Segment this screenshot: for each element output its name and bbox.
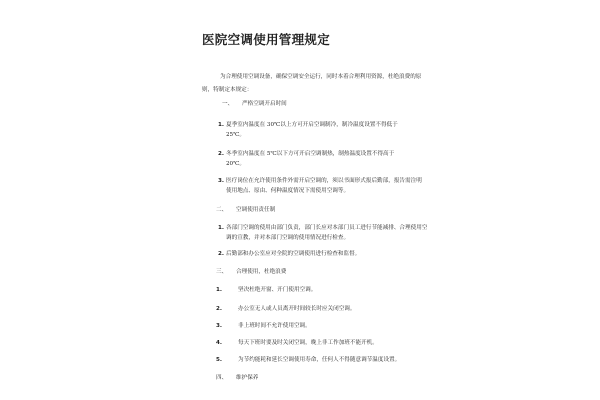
list-item xyxy=(216,286,436,296)
section-title: 合理使用，杜绝浪费 xyxy=(236,269,287,275)
list-item xyxy=(218,250,438,260)
item-number: 5. xyxy=(216,357,223,363)
section-heading-1 xyxy=(222,100,287,108)
item-number: 3. xyxy=(218,178,225,184)
list-item xyxy=(218,121,413,140)
list-item xyxy=(218,224,428,243)
item-text: 夏季室内温度在 30℃以上方可开启空调制冷，制冷温度设置不得低于 25℃。 xyxy=(226,122,398,138)
document-title: 医院空调使用管理规定 xyxy=(202,32,331,47)
list-item xyxy=(216,356,446,366)
item-text: 坚决杜绝开窗、开门使用空调。 xyxy=(238,287,317,293)
intro-paragraph: 为合理使用空调设备，确保空调安全运行，同时本着合理利用资源，杜绝浪费的原则，特制定本规定： xyxy=(202,74,422,93)
section-number: 二、 xyxy=(216,207,228,213)
section-heading-3 xyxy=(216,268,286,276)
section-heading-4 xyxy=(216,374,258,382)
item-text: 非上班时间不允许使用空调。 xyxy=(238,323,311,329)
list-item xyxy=(218,150,413,169)
item-text: 各部门空调的使用由部门负责，部门长应对本部门员工进行节能减排、合理使用空调的宣教，并对本部门空调的使用情况进行检查。 xyxy=(226,225,428,241)
section-title: 空调使用责任制 xyxy=(236,207,276,213)
section-title: 维护保养 xyxy=(236,375,259,381)
item-number: 1. xyxy=(216,287,223,293)
section-number: 四、 xyxy=(216,375,228,381)
item-number: 1. xyxy=(218,225,225,231)
item-text: 每天下班时要及时关闭空调，晚上非工作加班不能开机。 xyxy=(238,340,378,346)
item-number: 1. xyxy=(218,122,225,128)
list-item xyxy=(218,177,423,196)
item-text: 冬季室内温度在 5℃以下方可开启空调制热，制热温度设置不得高于 20℃。 xyxy=(226,151,395,167)
list-item xyxy=(216,339,436,349)
item-text: 后勤部和办公室应对全院的空调使用进行检查和监督。 xyxy=(226,251,361,257)
list-item xyxy=(216,305,436,315)
item-number: 3. xyxy=(216,323,223,329)
section-title: 严格空调开启时间 xyxy=(242,101,287,107)
item-text: 办公室无人或人员离开时间较长时应关闭空调。 xyxy=(238,306,356,312)
item-number: 4. xyxy=(216,340,223,346)
item-number: 2. xyxy=(218,251,225,257)
list-item xyxy=(216,322,436,332)
section-number: 一、 xyxy=(222,101,234,107)
item-text: 为节约能耗和延长空调使用寿命，任何人不得随意调节温度设置。 xyxy=(238,357,401,363)
item-number: 2. xyxy=(216,306,223,312)
item-number: 2. xyxy=(218,151,225,157)
section-number: 三、 xyxy=(216,269,228,275)
section-heading-2 xyxy=(216,206,275,214)
item-text: 医疗岗位在允许使用条件外需开启空调的，须以书面形式报后勤部，报告需注明使用地点、原由、何种温度情况下需使用空调等。 xyxy=(226,178,422,194)
